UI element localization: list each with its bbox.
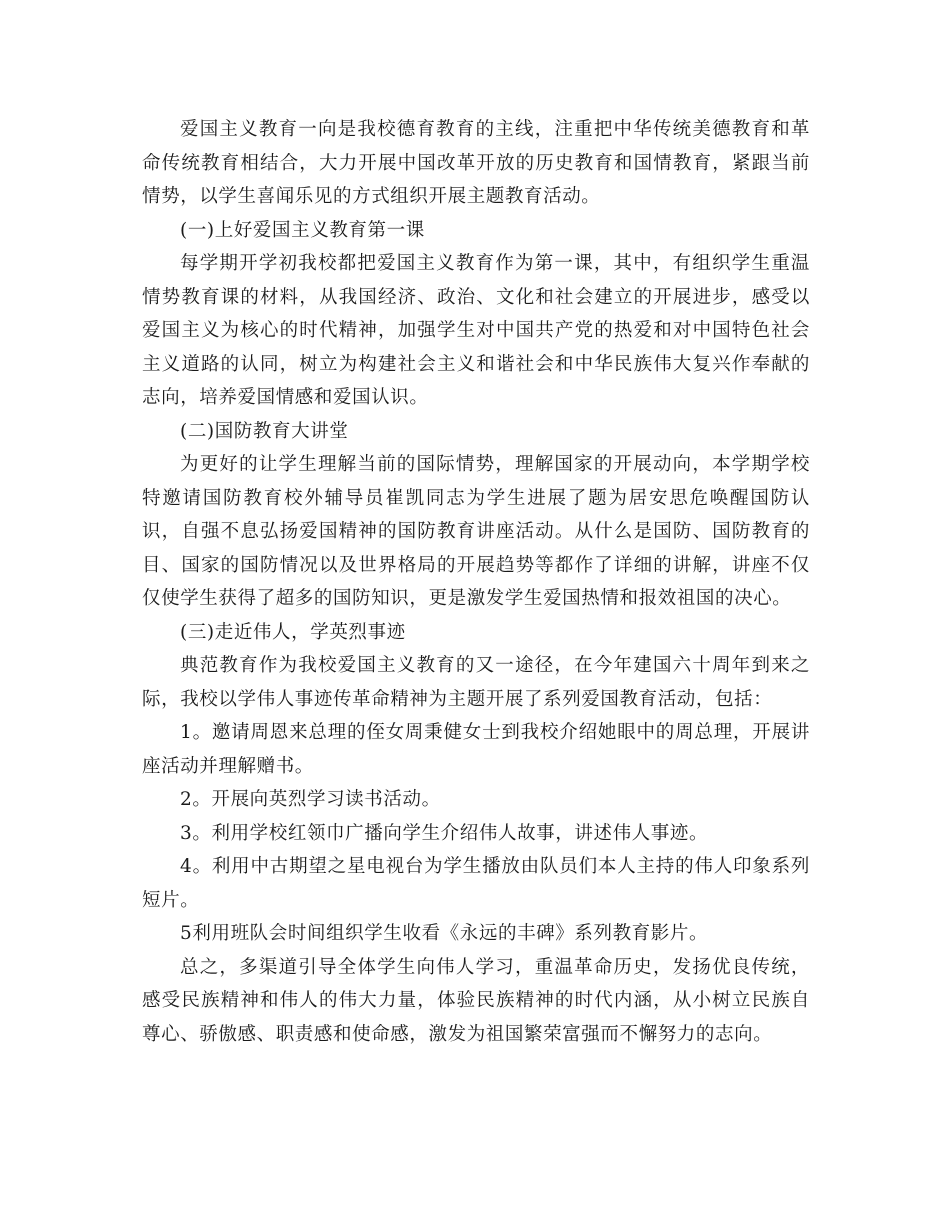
paragraph-intro: 爱国主义教育一向是我校德育教育的主线，注重把中华传统美德教育和革命传统教育相结合，大力开展中国改革开放的历史教育和国情教育，紧跟当前情势，以学生喜闻乐见的方式组织开展主题教育活动。 [142,119,810,207]
list-item-3: 3。利用学校红领巾广播向学生介绍伟人故事，讲述伟人事迹。 [180,822,709,844]
section-heading-1: (一)上好爱国主义教育第一课 [180,219,425,241]
list-item-5: 5利用班队会时间组织学生收看《永远的丰碑》系列教育影片。 [180,923,709,944]
paragraph-conclusion: 总之，多渠道引导全体学生向伟人学习，重温革命历史，发扬优良传统，感受民族精神和伟人的伟大力量，体验民族精神的时代内涵，从小树立民族自尊心、骄傲感、职责感和使命感，激发为祖国繁荣富强而不懈努力的志向。 [142,956,810,1045]
list-item-2: 2。开展向英烈学习读书活动。 [180,789,441,810]
paragraph-section-2: 为更好的让学生理解当前的国际情势，理解国家的开展动向，本学期学校特邀请国防教育校外辅导员崔凯同志为学生进展了题为居安思危唤醒国防认识，自强不息弘扬爱国精神的国防教育讲座活动。从什么是国防、国防教育的目、国家的国防情况以及世界格局的开展趋势等都作了详细的讲解，讲座不仅仅使学生获得了超多的国防知识，更是激发学生爱国热情和报效祖国的决心。 [142,454,810,609]
list-item-1: 1。邀请周恩来总理的侄女周秉健女士到我校介绍她眼中的周总理，开展讲座活动并理解赠书。 [142,722,810,777]
section-heading-2: (二)国防教育大讲堂 [180,420,349,442]
section-heading-3: (三)走近伟人，学英烈事迹 [180,621,406,643]
list-item-4: 4。利用中古期望之星电视台为学生播放由队员们本人主持的伟人印象系列短片。 [142,856,810,911]
document-body [142,113,810,1051]
paragraph-section-1: 每学期开学初我校都把爱国主义教育作为第一课，其中，有组织学生重温情势教育课的材料，从我国经济、政治、文化和社会建立的开展进步，感受以爱国主义为核心的时代精神，加强学生对中国共产党的热爱和对中国特色社会主义道路的认同，树立为构建社会主义和谐社会和中华民族伟大复兴作奉献的志向，培养爱国情感和爱国认识。 [142,253,810,408]
paragraph-section-3: 典范教育作为我校爱国主义教育的又一途径，在今年建国六十周年到来之际，我校以学伟人事迹传革命精神为主题开展了系列爱国教育活动，包括： [142,655,810,710]
